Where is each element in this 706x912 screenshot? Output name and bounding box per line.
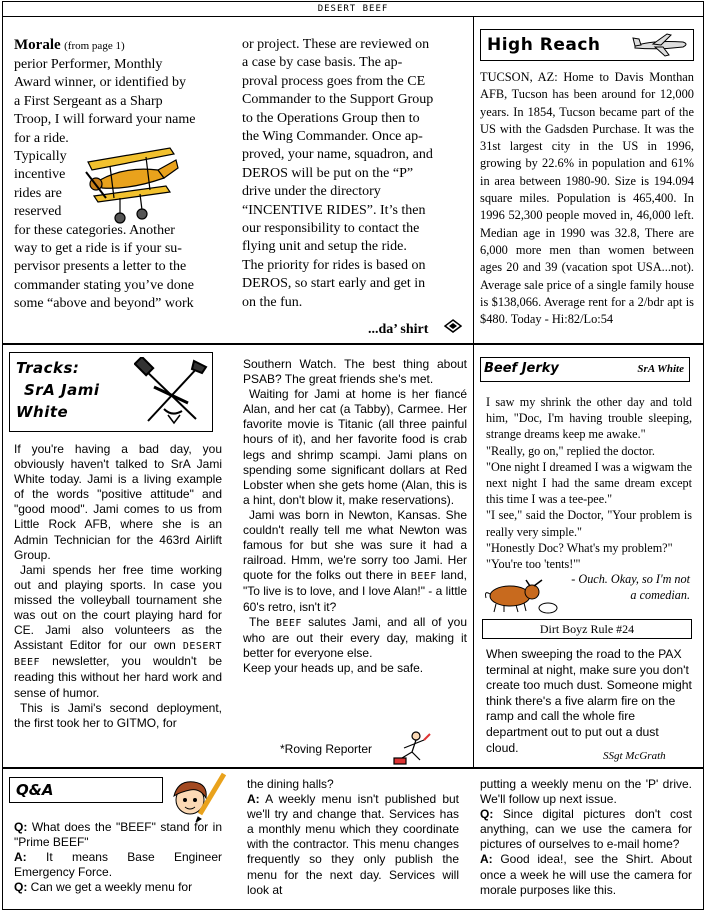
q-label: Q: [14, 880, 28, 895]
dirt-boyz-title-box [482, 619, 692, 639]
tracks-text: newsletter, you wouldn't be reading this without her hard work and sense of humor. [14, 654, 222, 700]
morale-line: drive under the directory [242, 184, 381, 200]
qa-answer [480, 852, 692, 897]
morale-line: DEROS, so start early and get in [242, 276, 426, 292]
tracks-paragraph: Southern Watch. The best thing about PSAB? The great friends she's met. [243, 357, 467, 387]
dirt-boyz-title: Dirt Boyz Rule #24 [539, 622, 635, 636]
qa-title: Q&A [16, 781, 54, 799]
qa-question [14, 820, 222, 850]
dirt-boyz-body [486, 647, 692, 757]
qa-column-3 [480, 777, 692, 907]
qa-title-box [9, 777, 163, 803]
q-text: Since digital pictures don't cost anything, can we use the camera for pictures of ourselves to e-mail home? [480, 807, 692, 852]
morale-line: proved, your name, squadron, and [242, 147, 433, 163]
morale-line: the Wing Commander. Once ap- [242, 129, 423, 145]
morale-line: incentive [14, 167, 66, 183]
tracks-text: Jami was born in Newton, Kansas. She couldn't really tell me what Newton was famous for but she was sure it had a railroad. Hmm, we're sorry too Jami. Her quote for the folks out there in [243, 507, 467, 583]
morale-line: some “above and beyond” work [14, 296, 194, 312]
qa-column-1 [14, 820, 222, 908]
tracks-paragraph: If you're having a bad day, you obviously haven't talked to SrA Jami White today. Jami is a living example of the words "positive attitude" and "good mood". Jami comes to us from Little Rock AFB, where she is an Admin Technician for the 463rd Airlift Group. [14, 442, 222, 562]
morale-line: way to get a ride is if your su- [14, 241, 182, 257]
morale-line: The priority for rides is based on [242, 257, 426, 273]
tracks-text: Jami spends her free time working out and playing sports. In case you missed the volleyball tournament she was out on the court playing hard for CE. Jami also volunteers as the Assistant Editor for our own [14, 562, 222, 653]
beef-jerky-body [486, 394, 692, 569]
morale-heading-row [14, 36, 232, 56]
punchline-line: a comedian. [630, 588, 690, 602]
morale-line: Award winner, or identified by [14, 75, 186, 91]
qa-answer [247, 792, 459, 898]
morale-line: to the Operations Group then to [242, 110, 420, 126]
morale-line: on the fun. [242, 294, 303, 310]
morale-line: a case by case basis. The ap- [242, 55, 403, 71]
qa-column-2 [247, 777, 459, 907]
q-text: Can we get a weekly menu for [27, 880, 193, 895]
morale-line: or project. These are reviewed on [242, 37, 430, 52]
beef-brand: BEEF [410, 571, 437, 583]
morale-line: commander stating you’ve done [14, 277, 195, 293]
end-diamond-icon [444, 319, 462, 333]
morale-line: for a ride. [14, 130, 69, 146]
qa-answer [14, 850, 222, 880]
tracks-paragraph [243, 615, 467, 661]
beef-jerky-title-box [480, 357, 690, 382]
reporter-running-icon [390, 730, 434, 766]
tracks-title-line: Tracks: [16, 359, 80, 377]
q-label: Q: [480, 807, 494, 822]
morale-line: flying unit and setup the ride. [242, 239, 407, 255]
a-text: Good idea!, see the Shirt. About once a week he will use the camera for morale purposes like this. [480, 852, 692, 897]
dirt-boyz-byline: SSgt McGrath [603, 750, 666, 762]
desert-beef-brand: DESERT BEEF [14, 641, 222, 669]
tracks-title [16, 357, 100, 423]
morale-line: DEROS will be put on the “P” [242, 165, 414, 181]
a-label: A: [14, 850, 27, 865]
column-rule-mid [473, 345, 474, 767]
q-text: What does the "BEEF" stand for in "Prime BEEF" [14, 820, 222, 850]
a-text: A weekly menu isn't published but we'll try and change that. Services has a monthly menu which they coordinate with the contractor. This menu changes frequently so they only publish the menu for the next day. Services will look at [247, 792, 459, 897]
qa-text: the dining halls? [247, 777, 334, 791]
high-reach-text: TUCSON, AZ: Home to Davis Monthan AFB, Tucson has been around for 12,000 years. In 1854, Tucson became part of the US with the Gadsden Purchase. It was the 31st largest city in the US in 1996, growing by 22.6% in population and 61% in area between 1980-90. Size is 194.094 square miles. Population is 465,400. In 1996 52,300 people moved in, 46,000 left. Median age in 1990 was 32.8, There are 6,000 more men than women between ages 20 and 39 (vacation spot USA...not). Average sale price of a single family house is $138,066. Average rent for a 2/bdr apt is $480. Today - Hi:82/Lo:54 [480, 70, 694, 327]
morale-from-page: (from page 1) [64, 40, 125, 52]
qa-question [14, 880, 222, 895]
tracks-text: land, "To live is to love, and I love Alan!" - a little 60's retro, isn't it? [243, 568, 467, 614]
tracks-title-box [9, 352, 213, 432]
beef-jerky-byline: SrA White [637, 363, 684, 375]
morale-line: our responsibility to contact the [242, 221, 420, 237]
joke-line: "Really, go on," replied the doctor. [486, 443, 655, 458]
tracks-paragraph: Waiting for Jami at home is her fiancé Alan, and her cat (a Tabby), Carmee. Her favorite movie is Titanic (all three painful hours of it), and her favorite food is crab legs and shrimp scampi. Jami plans on spending some significant dollars at Red Lobster when she gets home (Alan, this is a hint, don't blow it, make reservations). [243, 387, 467, 507]
morale-line: proval process goes from the CE [242, 73, 426, 89]
joke-line: "You're too 'tents!'" [486, 557, 581, 569]
tracks-title-line: SrA Jami [24, 381, 100, 399]
high-reach-body [480, 69, 694, 329]
girl-with-pencil-icon [160, 770, 228, 822]
biplane-icon [80, 140, 180, 232]
tracks-paragraph: This is Jami's second deployment, the first took her to GITMO, for [14, 700, 222, 730]
crossed-tools-icon [134, 357, 210, 429]
tracks-text: The [249, 614, 276, 629]
high-reach-title-box [480, 29, 694, 61]
morale-line: a First Sergeant as a Sharp [14, 93, 163, 109]
joke-punchline [562, 571, 690, 603]
qa-text: putting a weekly menu on the 'P' drive. We'll follow up next issue. [480, 777, 692, 807]
roving-reporter: *Roving Reporter [280, 742, 373, 756]
morale-column-2 [242, 36, 460, 326]
high-reach-title: High Reach [487, 35, 601, 55]
column-rule-top [473, 17, 474, 343]
joke-line: "I see," said the Doctor, "Your problem is really very simple." [486, 508, 692, 539]
joke-line: "One night I dreamed I was a wigwam the next night I had the same dream except this time I was a tee-pee." [486, 459, 692, 507]
morale-signoff: ...da’ shirt [368, 322, 429, 337]
morale-line: rides are [14, 185, 62, 201]
morale-line: reserved [14, 204, 62, 220]
morale-line: Commander to the Support Group [242, 92, 434, 108]
masthead-title: DESERT BEEF [317, 4, 389, 14]
morale-line: pervisor presents a letter to the [14, 259, 187, 275]
q-label: Q: [14, 820, 28, 834]
morale-line: Troop, I will forward your name [14, 112, 196, 128]
tracks-paragraph [243, 508, 467, 615]
tracks-column-1 [14, 442, 222, 747]
a-label: A: [247, 792, 260, 807]
dirt-boyz-text: When sweeping the road to the PAX terminal at night, make sure you don't create too much dust. Someone might think there's a five alarm fire on the ramp and call the whole fire department out to put out a dust cloud. [486, 647, 692, 755]
punchline-line: - Ouch. Okay, so I'm not [571, 572, 690, 586]
tracks-paragraph: Keep your heads up, and be safe. [243, 660, 424, 675]
beef-brand: BEEF [275, 617, 302, 629]
tracks-text: salutes Jami, and all of you who are out their every day, making it better for everyone else. [243, 614, 467, 660]
joke-line: I saw my shrink the other day and told him, "Doc, I'm having trouble sleeping, strange dreams keep me awake." [486, 395, 692, 442]
qa-question [480, 807, 692, 852]
a-text: It means Base Engineer Emergency Force. [14, 850, 222, 880]
jet-airplane-icon [631, 32, 691, 58]
morale-line: for these categories. Another [14, 222, 175, 238]
morale-line: Typically [14, 149, 67, 165]
joke-line: "Honestly Doc? What's my problem?" [486, 540, 673, 555]
morale-line: perior Performer, Monthly [14, 57, 163, 72]
masthead [2, 1, 704, 17]
tracks-paragraph [14, 563, 222, 701]
morale-line: “INCENTIVE RIDES”. It’s then [242, 202, 426, 218]
bull-icon [482, 578, 558, 614]
tracks-title-line: White [16, 403, 69, 421]
tracks-column-2 [243, 357, 467, 717]
a-label: A: [480, 852, 493, 867]
beef-jerky-title: Beef Jerky [484, 361, 559, 376]
morale-heading: Morale [14, 37, 61, 53]
